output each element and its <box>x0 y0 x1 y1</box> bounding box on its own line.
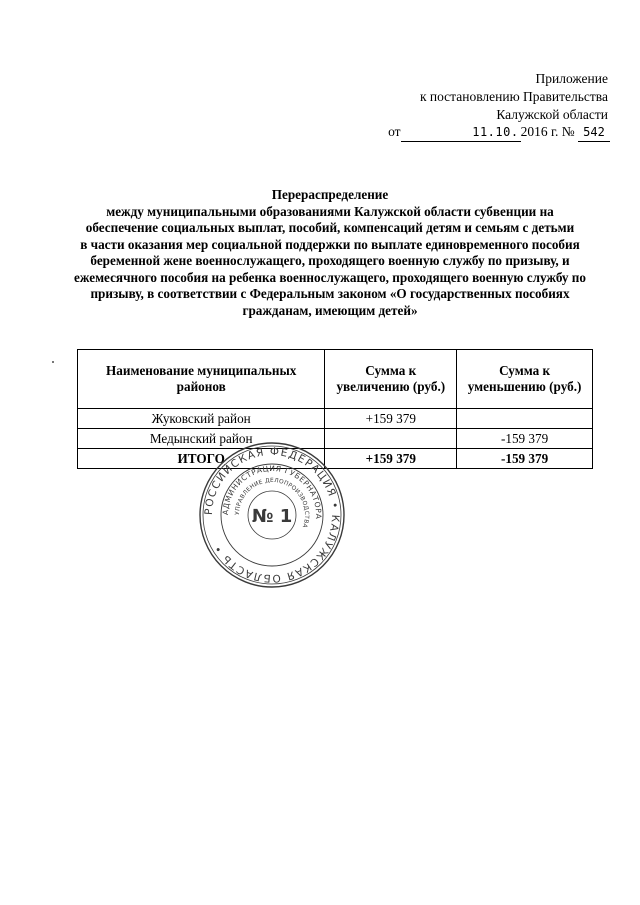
appendix-label: Приложение <box>535 71 608 86</box>
title-line: ежемесячного пособия на ребенка военнослужащего, проходящего военную службу по <box>73 269 586 285</box>
date-prefix: от <box>388 124 401 139</box>
column-header-decrease: Сумма к уменьшению (руб.) <box>457 350 593 409</box>
increase-amount: +159 379 <box>325 409 457 429</box>
title-line: обеспечение социальных выплат, пособий, компенсаций детям и семьям с детьми <box>85 220 575 235</box>
total-label: ИТОГО <box>78 449 325 469</box>
title-line: Перераспределение <box>271 187 389 202</box>
seal-middle-text: АДМИНИСТРАЦИЯ ГУБЕРНАТОРА <box>220 463 324 520</box>
seal-inner-text: УПРАВЛЕНИЕ ДЕЛОПРОИЗВОДСТВА <box>234 477 310 529</box>
decree-number: 542 <box>578 123 610 142</box>
official-seal <box>197 440 347 590</box>
document-title <box>60 187 600 319</box>
column-header-district: Наименование муниципальных районов <box>78 350 325 409</box>
title-line: между муниципальными образованиями Калужской области субвенции на <box>106 203 554 219</box>
district-name: Жуковский район <box>78 409 325 429</box>
table-header-row <box>78 350 593 409</box>
decrease-amount: -159 379 <box>457 429 593 449</box>
date-year: 2016 г. № <box>520 124 575 139</box>
date-value: 11.10. <box>472 125 519 139</box>
appendix-header <box>308 70 608 124</box>
total-decrease: -159 379 <box>457 449 593 469</box>
total-increase: +159 379 <box>325 449 457 469</box>
decrease-amount <box>457 409 593 429</box>
district-name: Медынский район <box>78 429 325 449</box>
decree-date-line <box>388 123 610 142</box>
title-line: гражданам, имеющим детей» <box>242 302 418 318</box>
appendix-reference: к постановлению Правительства <box>419 89 608 104</box>
date-field <box>401 123 521 142</box>
title-line: беременной жене военнослужащего, проходящего военную службу по призыву, и <box>90 253 570 268</box>
title-line: в части оказания мер социальной поддержки по выплате единовременного пособия <box>80 236 580 252</box>
scan-speck <box>52 361 54 363</box>
title-line: призыву, в соответствии с Федеральным законом «О государственных пособиях <box>90 286 570 301</box>
column-header-increase: Сумма к увеличению (руб.) <box>325 350 457 409</box>
appendix-region: Калужской области <box>496 107 608 122</box>
seal-number: № 1 <box>251 506 293 527</box>
table-row <box>78 409 593 429</box>
seal-outer-text: РОССИЙСКАЯ ФЕДЕРАЦИЯ • КАЛУЖСКАЯ ОБЛАСТЬ • <box>202 445 342 585</box>
